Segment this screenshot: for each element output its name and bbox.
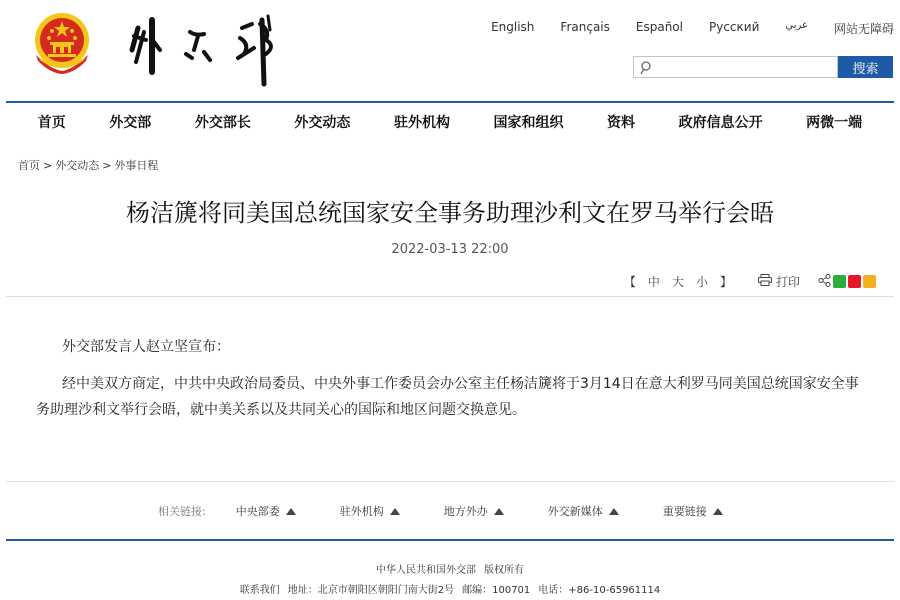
- related-link-label: 重要链接: [662, 505, 707, 518]
- breadcrumb: [18, 157, 158, 173]
- footer-address: 地址：北京市朝阳区朝阳门南大街2号: [287, 585, 455, 596]
- related-link-missions-abroad[interactable]: [340, 503, 400, 519]
- search-input[interactable]: [656, 58, 834, 76]
- footer-copyright: [0, 561, 900, 576]
- lang-arabic-link[interactable]: عربي: [785, 20, 808, 31]
- footer-contact: [0, 581, 900, 596]
- nav-item-countries-organizations[interactable]: 国家和组织: [493, 115, 564, 131]
- article-paragraph-1: 外交部发言人赵立坚宣布：: [62, 339, 230, 355]
- article-title: 杨洁篪将同美国总统国家安全事务助理沙利文在罗马举行会晤: [126, 199, 774, 227]
- related-links-bar: [158, 503, 767, 519]
- national-emblem-logo: [30, 9, 94, 75]
- article-date: 2022-03-13 22:00: [391, 242, 509, 257]
- related-link-label: 驻外机构: [339, 505, 384, 518]
- related-link-label: 中央部委: [235, 505, 280, 518]
- search-icon: [640, 60, 652, 74]
- breadcrumb-schedule[interactable]: 外事日程: [114, 159, 159, 172]
- search-button[interactable]: 搜索: [838, 56, 893, 78]
- footer-divider: [6, 539, 894, 541]
- search-box: [633, 56, 838, 78]
- nav-item-ministry[interactable]: 外交部: [109, 115, 152, 131]
- lang-spanish-link[interactable]: Español: [635, 20, 683, 34]
- weibo-share-icon[interactable]: [848, 275, 861, 288]
- article-paragraph-2: 经中美双方商定，中共中央政治局委员、中央外事工作委员会办公室主任杨洁篪将于3月14日在意大利罗马同美国总统国家安全事务助理沙利文举行会晤，就中美关系以及共同关心的国际和地区问题交换意见。: [36, 376, 859, 418]
- footer-postcode: 邮编：100701: [462, 585, 531, 596]
- qzone-share-icon[interactable]: [863, 275, 876, 288]
- triangle-up-icon: [713, 508, 723, 515]
- header-divider: [6, 101, 894, 103]
- accessibility-link[interactable]: 网站无障碍: [833, 22, 894, 36]
- lang-french-link[interactable]: Français: [560, 20, 610, 34]
- wechat-share-icon[interactable]: [833, 275, 846, 288]
- breadcrumb-home[interactable]: 首页: [18, 159, 40, 172]
- main-nav: [6, 108, 894, 136]
- breadcrumb-diplomatic-news[interactable]: 外交动态: [55, 159, 100, 172]
- nav-item-social-media[interactable]: 两微一端: [806, 115, 863, 131]
- triangle-up-icon: [494, 508, 504, 515]
- share-icon[interactable]: [818, 274, 831, 290]
- related-link-central-ministries[interactable]: [236, 503, 296, 519]
- language-bar: [491, 20, 894, 37]
- related-links-label: 相关链接:: [158, 505, 206, 518]
- related-link-new-media[interactable]: [548, 503, 619, 519]
- ministry-calligraphy-logo[interactable]: [120, 10, 300, 92]
- nav-item-minister[interactable]: 外交部长: [194, 115, 251, 131]
- article-header-divider: [6, 296, 894, 297]
- article-footer-divider: [6, 481, 894, 482]
- nav-item-resources[interactable]: 资料: [607, 115, 636, 131]
- breadcrumb-separator: >: [43, 159, 53, 172]
- font-size-large-button[interactable]: 大: [671, 275, 684, 289]
- triangle-up-icon: [286, 508, 296, 515]
- font-size-selector: [618, 273, 738, 290]
- footer-rights: 版权所有: [484, 565, 524, 576]
- footer-org-name: 中华人民共和国外交部: [376, 565, 476, 576]
- triangle-up-icon: [609, 508, 619, 515]
- print-label: 打印: [775, 275, 800, 289]
- lang-english-link[interactable]: English: [491, 20, 535, 34]
- printer-icon: [758, 274, 776, 289]
- related-link-label: 地方外办: [443, 505, 488, 518]
- triangle-up-icon: [390, 508, 400, 515]
- breadcrumb-separator: >: [102, 159, 112, 172]
- article-toolbar: [618, 273, 876, 290]
- print-button[interactable]: [758, 273, 800, 290]
- nav-item-diplomatic-news[interactable]: 外交动态: [294, 115, 351, 131]
- bracket-open: 【: [623, 275, 636, 289]
- share-group: [818, 274, 876, 290]
- footer-contact-link[interactable]: 联系我们: [239, 585, 280, 596]
- related-link-important-links[interactable]: [663, 503, 723, 519]
- nav-item-government-info[interactable]: 政府信息公开: [678, 115, 763, 131]
- bracket-close: 】: [719, 275, 732, 289]
- related-link-label: 外交新媒体: [547, 505, 603, 518]
- lang-russian-link[interactable]: Русский: [708, 20, 760, 34]
- font-size-medium-button[interactable]: 中: [647, 275, 660, 289]
- nav-item-missions-abroad[interactable]: 驻外机构: [393, 115, 450, 131]
- font-size-small-button[interactable]: 小: [695, 275, 708, 289]
- nav-item-home[interactable]: 首页: [37, 115, 66, 131]
- footer-phone: 电话：+86-10-65961114: [538, 585, 661, 596]
- related-link-local-foreign-affairs[interactable]: [444, 503, 504, 519]
